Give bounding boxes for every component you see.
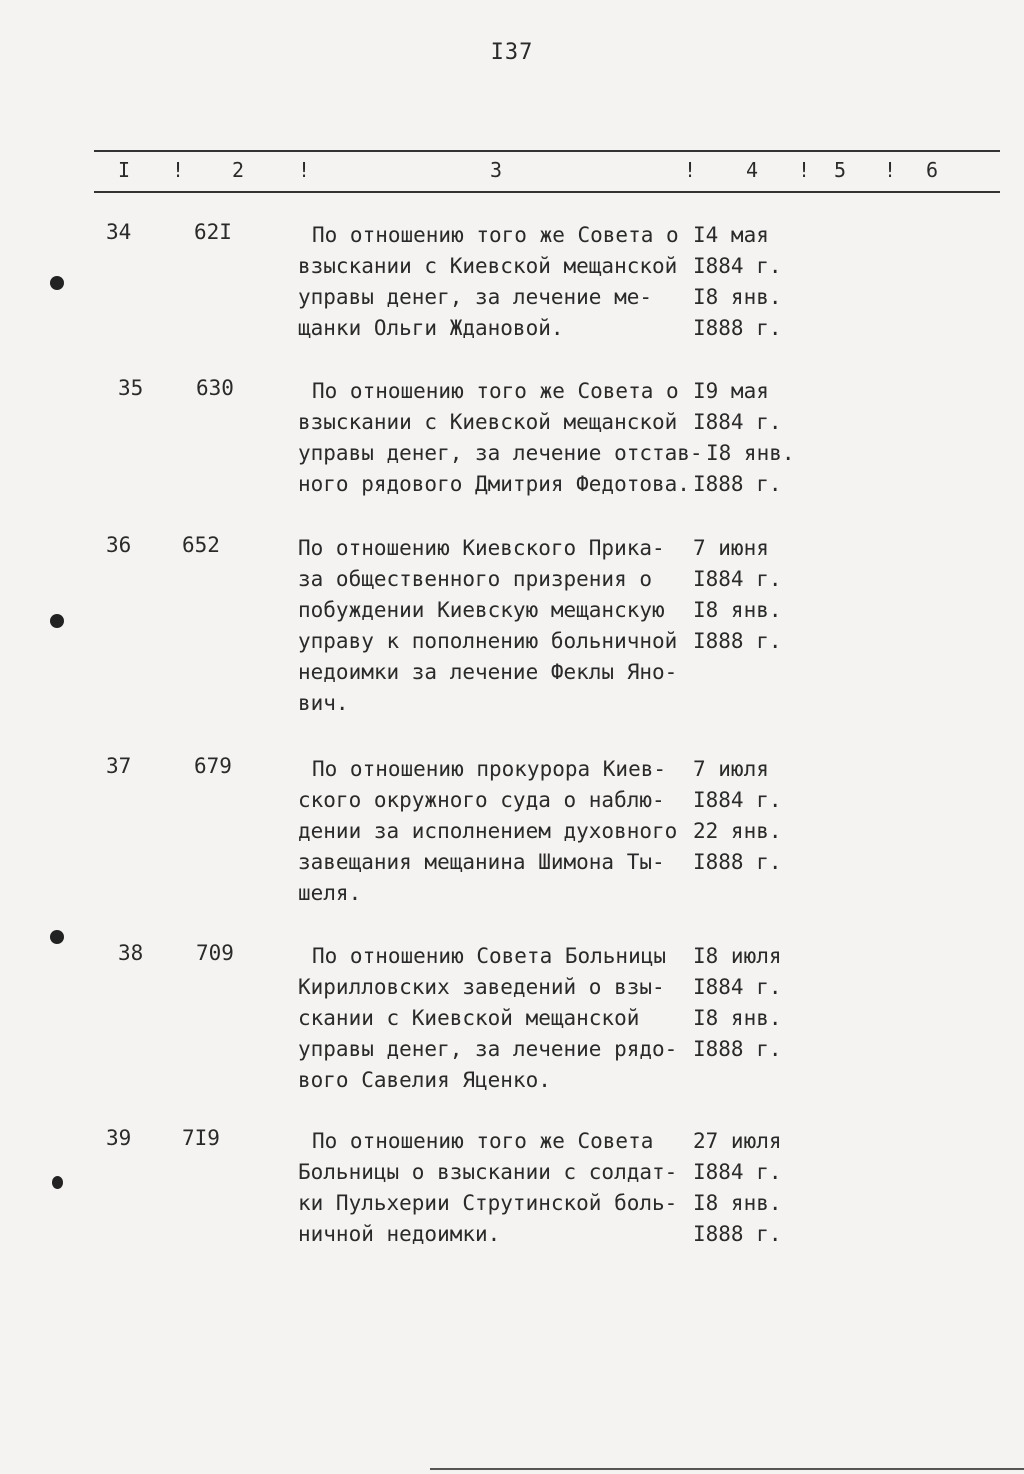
file-number: 652	[182, 533, 220, 557]
entry-date-line: I888 г.	[693, 472, 782, 496]
entry-date-line: 7 июля	[693, 757, 769, 781]
entry-text-line: По отношению того же Совета о	[312, 379, 679, 403]
column-separator: !	[298, 158, 311, 182]
entry-text-line: ного рядового Дмитрия Федотова.	[298, 472, 690, 496]
entry-date-line: I884 г.	[693, 788, 782, 812]
column-header-6: 6	[926, 158, 939, 182]
file-number: 7I9	[182, 1126, 220, 1150]
entry-text-line: управы денег, за лечение отстав-	[298, 441, 703, 465]
entry-date-line: I884 г.	[693, 254, 782, 278]
entry-date-line: I8 янв.	[693, 598, 782, 622]
binding-hole	[50, 614, 64, 628]
page-number: I37	[490, 40, 534, 65]
entry-text-line: за общественного призрения о	[298, 567, 653, 591]
entry-text-line: побуждении Киевскую мещанскую	[298, 598, 665, 622]
entry-date-line: I8 янв.	[693, 285, 782, 309]
column-separator: !	[798, 158, 811, 182]
entry-date-line: I884 г.	[693, 975, 782, 999]
entry-text-line: щанки Ольги Ждановой.	[298, 316, 564, 340]
entry-date-line: I8 июля	[693, 944, 782, 968]
entry-number: 34	[106, 220, 132, 244]
entry-number: 36	[106, 533, 132, 557]
binding-hole	[50, 930, 64, 944]
entry-number: 35	[118, 376, 144, 400]
entry-text-line: По отношению того же Совета о	[312, 223, 679, 247]
entry-date-line: I8 янв.	[693, 1191, 782, 1215]
entry-text-line: управы денег, за лечение рядо-	[298, 1037, 678, 1061]
column-separator: !	[884, 158, 897, 182]
entry-text-line: завещания мещанина Шимона Ты-	[298, 850, 665, 874]
file-number: 679	[194, 754, 232, 778]
entry-text-line: По отношению того же Совета	[312, 1129, 654, 1153]
entry-text-line: управы денег, за лечение ме-	[298, 285, 653, 309]
column-separator: !	[684, 158, 697, 182]
entry-text-line: ничной недоимки.	[298, 1222, 501, 1246]
entry-text-line: скании с Киевской мещанской	[298, 1006, 640, 1030]
entry-date-line: I888 г.	[693, 316, 782, 340]
entry-number: 39	[106, 1126, 132, 1150]
entry-date-line: I884 г.	[693, 1160, 782, 1184]
entry-date-line: I888 г.	[693, 629, 782, 653]
entry-text-line: По отношению прокурора Киев-	[312, 757, 667, 781]
header-rule-bottom	[94, 191, 1000, 193]
entry-date-line: I884 г.	[693, 567, 782, 591]
column-header-2: 2	[232, 158, 245, 182]
column-separator: !	[172, 158, 185, 182]
entry-text-line: По отношению Киевского Прика-	[298, 536, 665, 560]
entry-text-line: По отношению Совета Больницы	[312, 944, 667, 968]
entry-text-line: управу к пополнению больничной	[298, 629, 678, 653]
header-rule-top	[94, 150, 1000, 152]
entry-date-line: 7 июня	[693, 536, 769, 560]
file-number: 62I	[194, 220, 232, 244]
entry-date-line: I4 мая	[693, 223, 769, 247]
entry-date-line: I888 г.	[693, 850, 782, 874]
entry-text-line: шеля.	[298, 881, 362, 905]
file-number: 630	[196, 376, 234, 400]
entry-date-line: I888 г.	[693, 1037, 782, 1061]
entry-text-line: недоимки за лечение Феклы Яно-	[298, 660, 678, 684]
entry-date-line: I9 мая	[693, 379, 769, 403]
entry-date-line: 27 июля	[693, 1129, 782, 1153]
entry-text-line: взыскании с Киевской мещанской	[298, 410, 678, 434]
column-header-3: 3	[490, 158, 503, 182]
entry-date-line: I8 янв.	[693, 1006, 782, 1030]
entry-date-line: I8 янв.	[706, 441, 795, 465]
entry-text-line: дении за исполнением духовного	[298, 819, 678, 843]
entry-text-line: взыскании с Киевской мещанской	[298, 254, 678, 278]
entry-text-line: Кирилловских заведений о взы-	[298, 975, 665, 999]
column-header-4: 4	[746, 158, 759, 182]
entry-number: 37	[106, 754, 132, 778]
entry-number: 38	[118, 941, 144, 965]
column-header-5: 5	[834, 158, 847, 182]
entry-date-line: I884 г.	[693, 410, 782, 434]
entry-text-line: Больницы о взыскании с солдат-	[298, 1160, 678, 1184]
binding-hole	[50, 276, 64, 290]
column-header-1: I	[118, 158, 131, 182]
entry-text-line: ского окружного суда о наблю-	[298, 788, 665, 812]
entry-date-line: 22 янв.	[693, 819, 782, 843]
binding-hole	[52, 1176, 63, 1189]
entry-text-line: вич.	[298, 691, 349, 715]
page-bottom-edge	[430, 1468, 1024, 1470]
entry-text-line: вого Савелия Яценко.	[298, 1068, 551, 1092]
entry-text-line: ки Пульхерии Струтинской боль-	[298, 1191, 678, 1215]
file-number: 709	[196, 941, 234, 965]
entry-date-line: I888 г.	[693, 1222, 782, 1246]
